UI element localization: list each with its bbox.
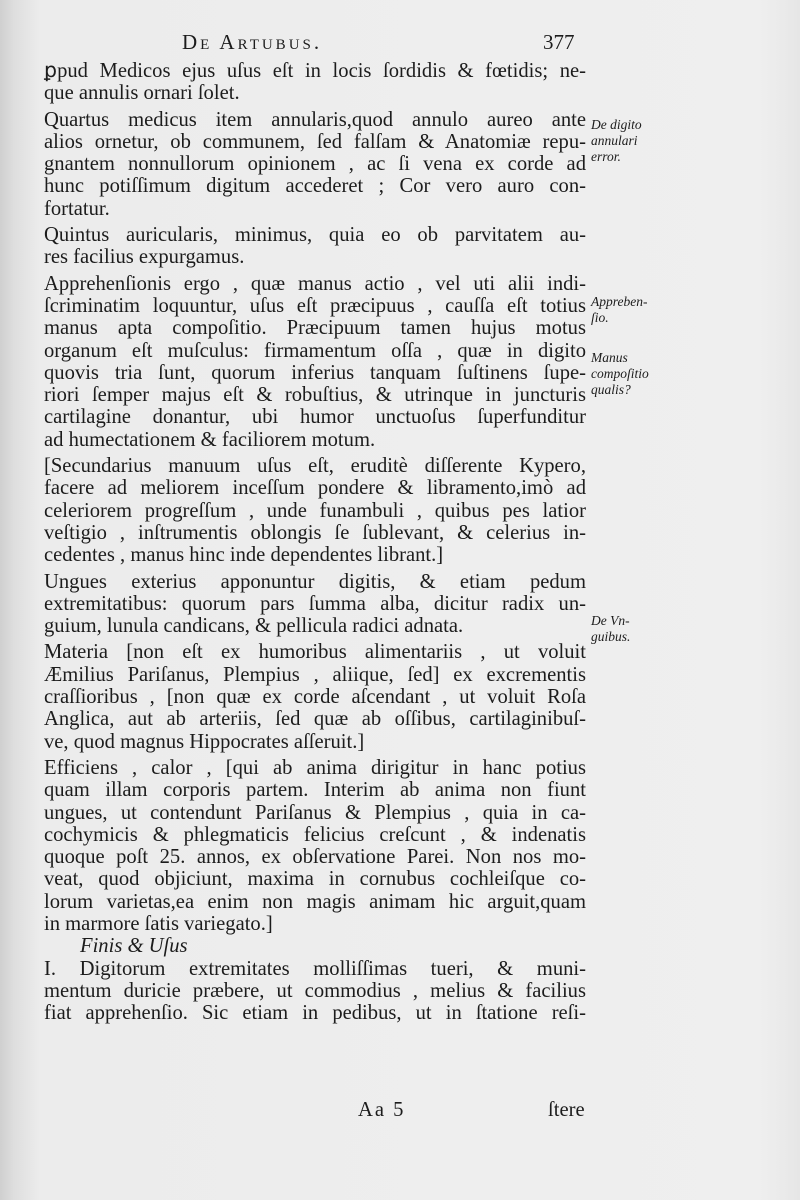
main-text-block	[44, 60, 586, 1024]
text-line: cedentes , manus hinc inde dependentes librant.]	[44, 544, 444, 567]
text-line: Ungues exterius apponuntur digitis, & etiam pedum	[44, 570, 586, 593]
margin-note	[591, 350, 649, 398]
text-line: Materia [non eſt ex humoribus alimentariis , ut voluit	[44, 641, 586, 664]
text-line: mentum duricie præbere, ut commodius , melius & facilius	[44, 979, 586, 1002]
margin-note	[591, 294, 647, 326]
text-line: guium, lunula candicans, & pellicula radici adnata.	[44, 615, 464, 638]
text-line: Efficiens , calor , [qui ab anima dirigitur in hanc potius	[44, 756, 586, 779]
text-line: hunc potiſſimum digitum accederet ; Cor vero auro con-	[44, 175, 586, 198]
text-line: Anglica, aut ab arteriis, ſed quæ ab oſſibus, cartilaginibuſ-	[44, 708, 586, 731]
margin-note-line: guibus.	[591, 629, 631, 644]
text-line: I. Digitorum extremitates molliſſimas tueri, & muni-	[44, 957, 586, 980]
text-line: in marmore ſatis variegato.]	[44, 912, 273, 935]
text-line: veat, quod objiciunt, maxima in cornubus cochleiſque co-	[44, 868, 586, 891]
text-line: gnantem nonnullorum opinionem , ac ſi vena ex corde ad	[44, 153, 586, 176]
text-line: quam illam corporis partem. Interim ab anima non fiunt	[44, 779, 586, 802]
text-line: facere ad meliorem inceſſum pondere & libramento,imò ad	[44, 477, 586, 500]
text-line: celeriorem progreſſum , unde funambuli , quibus pes latior	[44, 499, 586, 522]
text-line: fortatur.	[44, 197, 110, 220]
page-number: 377	[543, 30, 575, 54]
text-line: ve, quod magnus Hippocrates aſſeruit.]	[44, 730, 365, 753]
text-line: quoque poſt 25. annos, ex obſervatione Parei. Non nos mo-	[44, 846, 586, 869]
catchword: ſtere	[548, 1099, 585, 1121]
margin-note-line: De digito	[591, 117, 642, 132]
text-line: ad humectationem & faciliorem motum.	[44, 428, 376, 451]
text-line: Æmilius Pariſanus, Plempius , aliique, ſed] ex excrementis	[44, 663, 586, 686]
text-line: quovis tria ſunt, quorum inferius tanquam ſuſtinens ſupe-	[44, 361, 586, 384]
text-line: que annulis ornari ſolet.	[44, 82, 240, 105]
margin-note-line: error.	[591, 149, 621, 164]
margin-note-line: qualis?	[591, 382, 631, 397]
signature-mark: Aa 5	[358, 1099, 406, 1121]
text-line: fiat apprehenſio. Sic etiam in pedibus, ut in ſtatione reſi-	[44, 1002, 586, 1025]
margin-note-line: De Vn-	[591, 613, 630, 628]
margin-note	[591, 117, 642, 165]
text-line: manus apta compoſitio. Præcipuum tamen hujus motus	[44, 317, 586, 340]
text-line: Apprehenſionis ergo , quæ manus actio , vel uti alii indi-	[44, 272, 586, 295]
margin-note-line: compoſitio	[591, 366, 649, 381]
text-line: ſcriminatim loquuntur, uſus eſt præcipuus , cauſſa eſt totius	[44, 294, 586, 317]
text-line: ꝑpud Medicos ejus uſus eſt in locis ſordidis & fœtidis; ne-	[44, 60, 586, 82]
margin-note	[591, 613, 630, 645]
running-head: De Artubus.	[182, 30, 323, 54]
text-line: Quintus auricularis, minimus, quia eo ob parvitatem au-	[44, 224, 586, 247]
margin-note-line: ſio.	[591, 310, 609, 325]
text-line: lorum varietas,ea enim non magis animam hic arguit,quam	[44, 890, 586, 913]
margin-note-line: annulari	[591, 133, 638, 148]
margin-note-line: Appreben-	[591, 294, 648, 309]
margin-note-line: Manus	[591, 350, 628, 365]
section-heading: Finis & Uſus	[80, 935, 188, 958]
text-line: cochymicis & phlegmaticis felicius creſcunt , & indenatis	[44, 823, 586, 846]
text-line: cartilagine donantur, ubi humor unctuoſus ſuperfunditur	[44, 406, 586, 429]
text-line: riori ſemper majus eſt & robuſtius, & utrinque in juncturis	[44, 384, 586, 407]
text-line: extremitatibus: quorum pars ſumma alba, dicitur radix un-	[44, 592, 586, 615]
text-line: Quartus medicus item annularis,quod annulo aureo ante	[44, 108, 586, 131]
text-line: res facilius expurgamus.	[44, 246, 245, 269]
text-line: alios ornetur, ob communem, ſed falſam & Anatomiæ repu-	[44, 130, 586, 153]
text-line: ungues, ut contendunt Pariſanus & Plempius , quia in ca-	[44, 801, 586, 824]
text-line: craſſioribus , [non quæ ex corde aſcendant , ut voluit Roſa	[44, 686, 586, 709]
page-header	[0, 30, 800, 60]
text-line: organum eſt muſculus: firmamentum oſſa , quæ in digito	[44, 339, 586, 362]
text-line: [Secundarius manuum uſus eſt, eruditè diſſerente Kypero,	[44, 455, 586, 478]
page-footer	[0, 1099, 800, 1129]
text-line: veſtigio , inſtrumentis oblongis ſe ſublevant, & celerius in-	[44, 521, 586, 544]
